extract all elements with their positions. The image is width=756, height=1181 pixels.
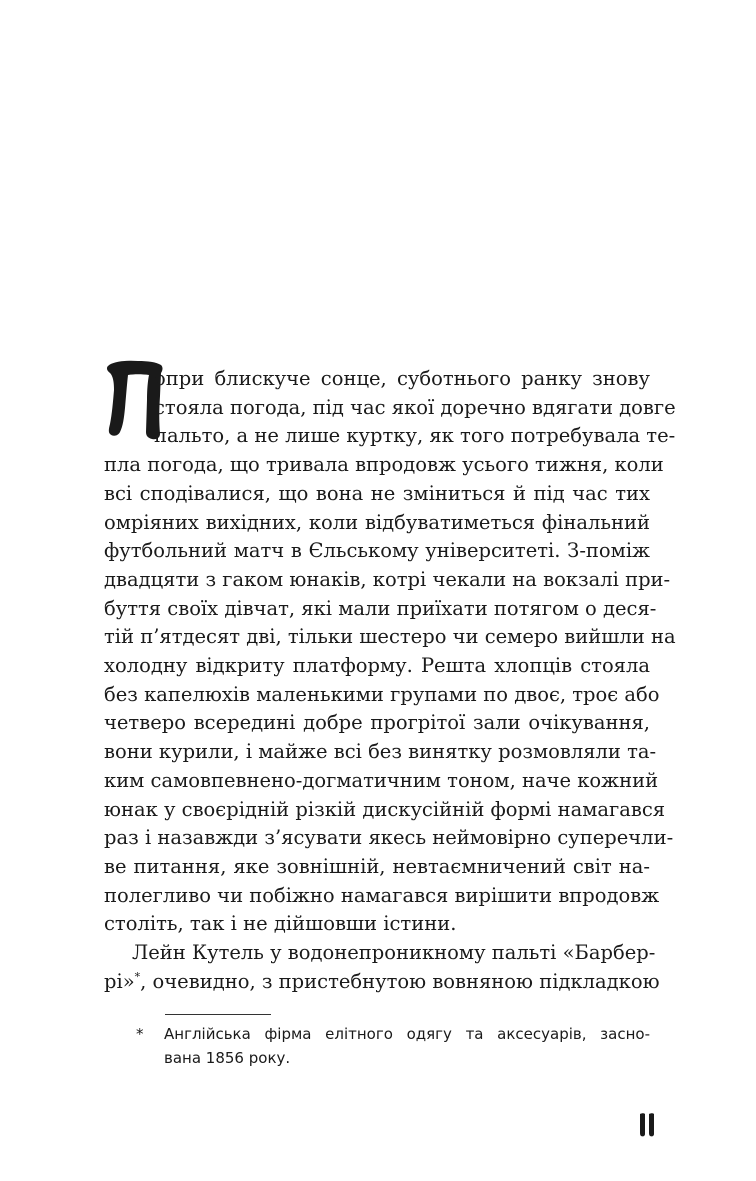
footnote-marker: *	[136, 1025, 144, 1043]
text-line: раз і назавжди з’ясувати якесь неймовірно суперечли-	[104, 826, 674, 850]
text-fragment: , очевидно, з пристебнутою вовняною підкладкою	[140, 969, 660, 993]
text-line: холодну відкриту платформу. Решта хлопців стояла	[104, 654, 650, 678]
footnote	[136, 1022, 650, 1070]
main-text	[104, 365, 676, 996]
text-line: стояла погода, під час якої доречно вдягати довге	[154, 395, 676, 419]
text-line: четверо всередині добре прогрітої зали очікування,	[104, 711, 650, 735]
text-line: юнак у своєрідній різкій дискусійній формі намагався	[104, 797, 666, 821]
text-line: пальто, а не лише куртку, як того потребувала те-	[154, 424, 676, 448]
footnote-reference[interactable]: *	[134, 970, 141, 984]
text-line: омріяних вихідних, коли відбуватиметься фінальний	[104, 510, 650, 534]
footnote-divider	[165, 1014, 271, 1015]
text-line: всі сподівалися, що вона не зміниться й під час тих	[104, 481, 650, 505]
text-line: Лейн Кутель у водонепроникному пальті «Барбер-	[132, 941, 656, 965]
footnote-line: Англійська фірма елітного одягу та аксесуарів, засно-	[164, 1025, 650, 1043]
text-line: буття своїх дівчат, які мали приїхати потягом о деся-	[104, 596, 657, 620]
text-line: полегливо чи побіжно намагався вирішити впродовж	[104, 883, 660, 907]
text-line: двадцяти з гаком юнаків, котрі чекали на вокзалі при-	[104, 567, 671, 591]
page-number	[636, 1112, 658, 1138]
text-line: без капелюхів маленькими групами по двоє, троє або	[104, 682, 660, 706]
footnote-body	[164, 1022, 650, 1070]
text-line: ве питання, яке зовнішній, невтаємничений світ на-	[104, 854, 650, 878]
footnote-line: вана 1856 року.	[164, 1049, 291, 1067]
text-line: ким самовпевнено-догматичним тоном, наче кожний	[104, 768, 659, 792]
text-line: століть, так і не дійшовши істини.	[104, 912, 457, 936]
text-line-with-footnote	[104, 968, 660, 997]
text-line: опри блискуче сонце, суботнього ранку знову	[154, 367, 650, 390]
text-fragment: рі»	[104, 969, 135, 993]
text-line: вони курили, і майже всі без винятку розмовляли та-	[104, 740, 657, 764]
text-line: футбольний матч в Єльському університеті. З-поміж	[104, 539, 650, 563]
text-line: тій п’ятдесят дві, тільки шестеро чи семеро вийшли на	[104, 625, 676, 649]
text-line: пла погода, що тривала впродовж усього тижня, коли	[104, 453, 664, 477]
